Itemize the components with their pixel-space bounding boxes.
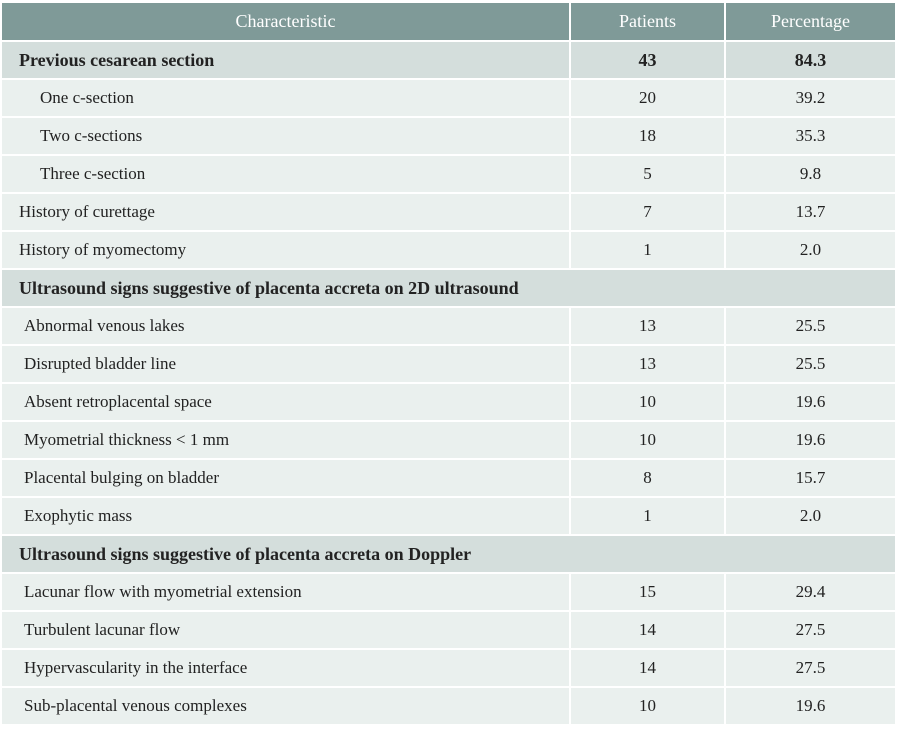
table-row [2,421,895,459]
section-row-ultrasound-2d [2,269,895,307]
percentage-cell: 2.0 [725,497,895,535]
patients-cell: 7 [570,193,725,231]
row-label: Absent retroplacental space [2,383,570,421]
percentage-cell: 2.0 [725,231,895,269]
percentage-cell: 19.6 [725,687,895,724]
patients-cell: 43 [570,41,725,79]
patients-cell: 10 [570,421,725,459]
header-characteristic: Characteristic [2,3,570,41]
section-title: Previous cesarean section [2,41,570,79]
patients-cell: 5 [570,155,725,193]
row-label: Myometrial thickness < 1 mm [2,421,570,459]
row-label: Exophytic mass [2,497,570,535]
row-label: Turbulent lacunar flow [2,611,570,649]
table-row [2,117,895,155]
table-row [2,345,895,383]
table-row [2,79,895,117]
percentage-cell: 13.7 [725,193,895,231]
percentage-cell: 84.3 [725,41,895,79]
percentage-cell: 27.5 [725,611,895,649]
row-label: History of myomectomy [2,231,570,269]
row-label: Sub-placental venous complexes [2,687,570,724]
percentage-cell: 15.7 [725,459,895,497]
percentage-cell: 39.2 [725,79,895,117]
patients-cell: 14 [570,649,725,687]
percentage-cell: 25.5 [725,345,895,383]
row-label: One c-section [2,79,570,117]
patients-cell: 10 [570,687,725,724]
patients-cell: 1 [570,231,725,269]
row-label: Abnormal venous lakes [2,307,570,345]
table-row [2,497,895,535]
section-title: Ultrasound signs suggestive of placenta accreta on 2D ultrasound [2,269,895,307]
percentage-cell: 35.3 [725,117,895,155]
table-row [2,687,895,724]
percentage-cell: 19.6 [725,421,895,459]
row-label: Placental bulging on bladder [2,459,570,497]
table-row [2,307,895,345]
patients-cell: 8 [570,459,725,497]
table-row [2,231,895,269]
row-label: Lacunar flow with myometrial extension [2,573,570,611]
header-percentage: Percentage [725,3,895,41]
section-title: Ultrasound signs suggestive of placenta accreta on Doppler [2,535,895,573]
table-row [2,459,895,497]
patients-cell: 14 [570,611,725,649]
patients-cell: 10 [570,383,725,421]
characteristics-table [2,3,895,724]
section-row-ultrasound-doppler [2,535,895,573]
percentage-cell: 27.5 [725,649,895,687]
row-label: Three c-section [2,155,570,193]
table-row [2,193,895,231]
patients-cell: 13 [570,307,725,345]
table-row [2,383,895,421]
row-label: History of curettage [2,193,570,231]
header-row [2,3,895,41]
patients-cell: 20 [570,79,725,117]
percentage-cell: 19.6 [725,383,895,421]
header-patients: Patients [570,3,725,41]
patients-cell: 13 [570,345,725,383]
patients-cell: 18 [570,117,725,155]
row-label: Disrupted bladder line [2,345,570,383]
row-label: Two c-sections [2,117,570,155]
table-row [2,155,895,193]
patients-cell: 1 [570,497,725,535]
row-label: Hypervascularity in the interface [2,649,570,687]
section-row-previous-cesarean [2,41,895,79]
table-row [2,649,895,687]
patients-cell: 15 [570,573,725,611]
table-row [2,611,895,649]
percentage-cell: 25.5 [725,307,895,345]
table-row [2,573,895,611]
percentage-cell: 9.8 [725,155,895,193]
percentage-cell: 29.4 [725,573,895,611]
